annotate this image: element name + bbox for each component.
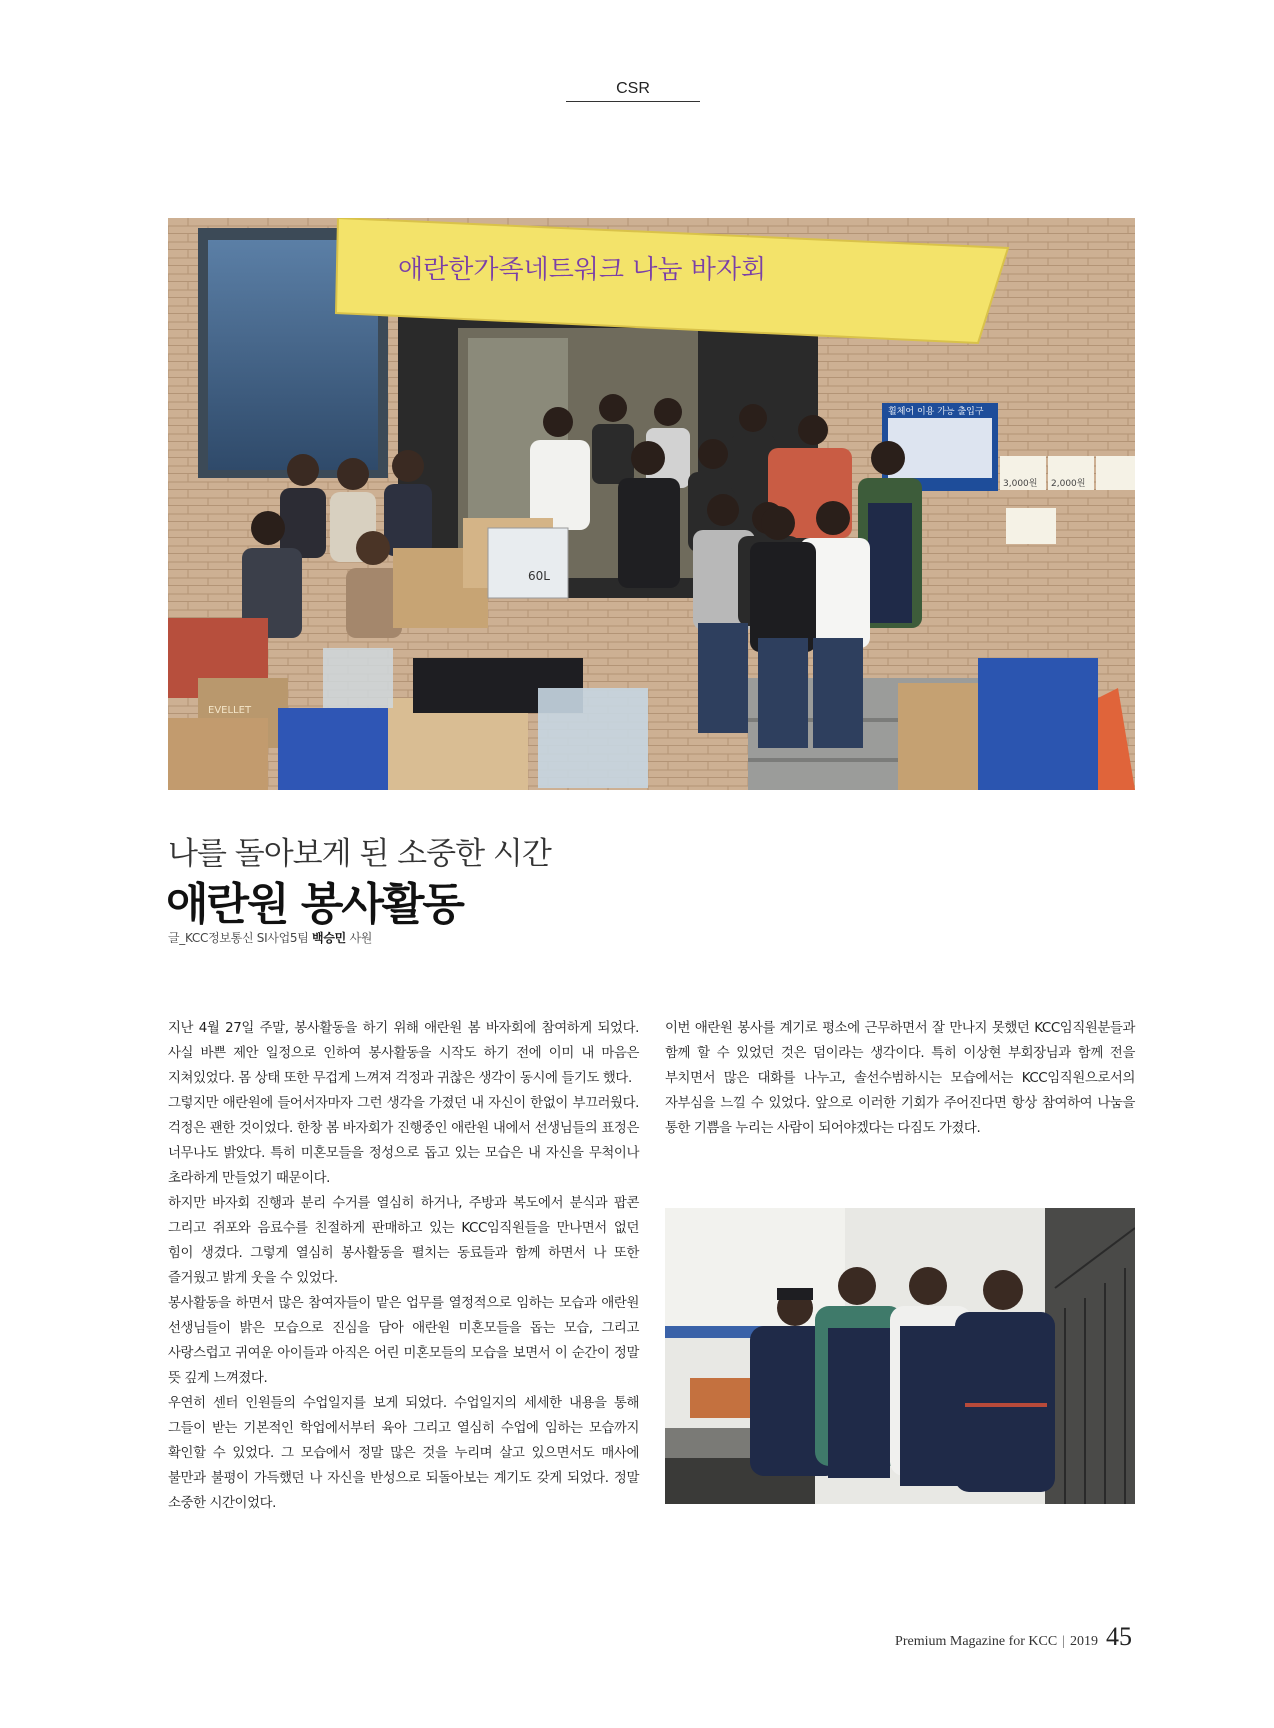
paragraph: 지난 4월 27일 주말, 봉사활동을 하기 위해 애란원 봄 바자회에 참여하게 되었다. 사실 바쁜 제안 일정으로 인하여 봉사활동을 시작도 하기 전에 이미 내 마음은 지쳐있었다. 몸 상태 또한 무겁게 느껴져 걱정과 귀찮은 생각이 동시에 들기도 했다.	[168, 1021, 639, 1086]
issue-year: 2019	[1070, 1634, 1098, 1649]
paragraph: 이번 애란원 봉사를 계기로 평소에 근무하면서 잘 만나지 못했던 KCC임직원분들과 함께 할 수 있었던 것은 덤이라는 생각이다. 특히 이상현 부회장님과 함께 전을 부치면서 많은 대화를 나누고, 솔선수범하시는 모습에서는 KCC임직원으로서의 자부심을 느낄 수 있었다. 앞으로 이러한 기회가 주어진다면 항상 참여하여 나눔을 통한 기쁨을 누리는 사람이 되어야겠다는 다짐도 가졌다.	[665, 1021, 1135, 1136]
box-brand: EVELLET	[208, 705, 252, 716]
page-number: 45	[1106, 1622, 1132, 1651]
apron-volunteers-photo-image	[665, 1208, 1135, 1504]
byline-suffix: 사원	[349, 931, 373, 945]
price-tag-1: 3,000원	[1003, 479, 1038, 489]
byline-prefix: 글_KCC정보통신 SI사업5팀	[168, 931, 309, 945]
paragraph: 봉사활동을 하면서 많은 참여자들이 맡은 업무를 열정적으로 임하는 모습과 애란원 선생님들이 밝은 모습으로 진심을 담아 애란원 미혼모들을 돕는 모습, 그리고 사랑스럽고 귀여운 아이들과 아직은 어린 미혼모들의 모습을 보면서 이 순간이 정말 뜻 깊게 느껴졌다.	[168, 1296, 639, 1386]
page-footer	[895, 1622, 1132, 1652]
paragraph: 하지만 바자회 진행과 분리 수거를 열심히 하거나, 주방과 복도에서 분식과 팝콘 그리고 쥐포와 음료수를 친절하게 판매하고 있는 KCC임직원들을 만나면서 없던 힘이 생겼다. 그렇게 열심히 봉사활동을 펼치는 동료들과 함께 하면서 나 또한 즐거웠고 밝게 웃을 수 있었다.	[168, 1196, 639, 1286]
footer-divider: |	[1062, 1634, 1065, 1649]
banner-text: 애란한가족네트워크 나눔 바자회	[398, 255, 767, 285]
box-label: 60L	[528, 569, 550, 583]
wheelchair-sign-text: 휠체어 이용 가능 출입구	[888, 407, 984, 417]
section-tag: CSR	[566, 80, 700, 102]
byline-author: 백승민	[312, 931, 346, 945]
group-volunteer-photo	[168, 218, 1135, 790]
article-body-right	[665, 1016, 1135, 1141]
article-subtitle: 나를 돌아보게 된 소중한 시간	[168, 836, 551, 872]
magazine-name: Premium Magazine for KCC	[895, 1634, 1058, 1649]
apron-volunteers-photo	[665, 1208, 1135, 1504]
price-tag-2: 2,000원	[1051, 479, 1086, 489]
article-body-left	[168, 1016, 639, 1516]
paragraph: 우연히 센터 인원들의 수업일지를 보게 되었다. 수업일지의 세세한 내용을 통해 그들이 받는 기본적인 학업에서부터 육아 그리고 열심히 수업에 임하는 모습까지 확인할 수 있었다. 그 모습에서 정말 많은 것을 누리며 살고 있으면서도 매사에 불만과 불평이 가득했던 나 자신을 반성으로 되돌아보는 계기도 갖게 되었다. 정말 소중한 시간이었다.	[168, 1396, 639, 1511]
article-title: 애란원 봉사활동	[166, 879, 463, 930]
group-volunteer-photo-image	[168, 218, 1135, 790]
article-byline	[168, 929, 372, 946]
paragraph: 그렇지만 애란원에 들어서자마자 그런 생각을 가졌던 내 자신이 한없이 부끄러웠다. 걱정은 괜한 것이었다. 한창 봄 바자회가 진행중인 애란원 내에서 선생님들의 표정은 너무나도 밝았다. 특히 미혼모들을 정성으로 돕고 있는 모습은 내 자신을 무척이나 초라하게 만들었기 때문이다.	[168, 1096, 639, 1186]
